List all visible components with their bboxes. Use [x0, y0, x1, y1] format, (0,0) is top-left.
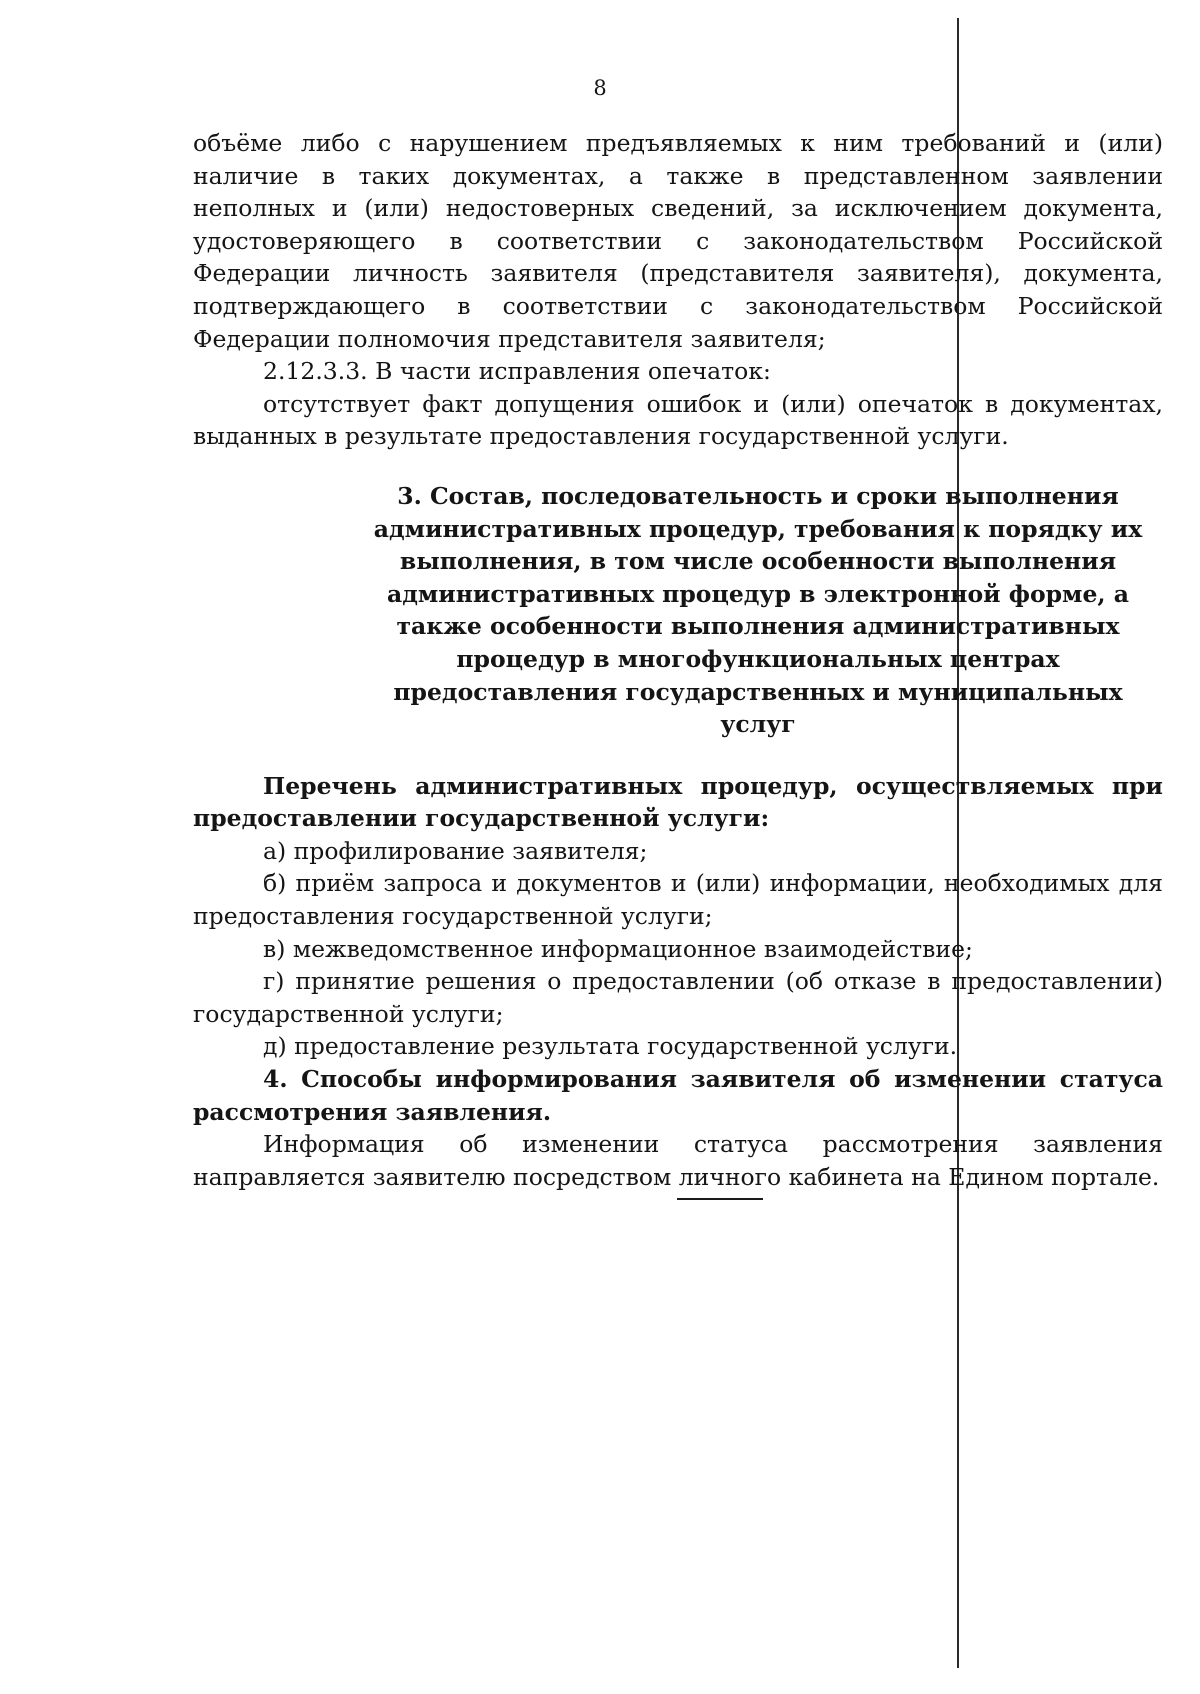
document-body: [193, 127, 1163, 1193]
list-item: б) приём запроса и документов и (или) информации, необходимых для предоставления государственной услуги;: [193, 869, 1163, 931]
section-4-text: Информация об изменении статуса рассмотрения заявления направляется заявителю посредством личного кабинета на Едином портале.: [193, 1130, 1163, 1191]
list-item: в) межведомственное информационное взаимодействие;: [263, 934, 973, 963]
paragraph-typos: отсутствует факт допущения ошибок и (или) опечаток в документах, выданных в результате предоставления государственной услуги.: [193, 389, 1163, 451]
end-of-document-rule: [677, 1198, 763, 1200]
list-item: д) предоставление результата государственной услуги.: [263, 1032, 958, 1061]
clause-2-12-3-3: 2.12.3.3. В части исправления опечаток:: [263, 357, 771, 386]
list-item: а) профилирование заявителя;: [263, 836, 648, 865]
section-3-title: 3. Состав, последовательность и сроки выполнения административных процедур, требования к порядку их выполнения, в том числе особенности выполнения административных процедур в электронной форме, а также особенности выполнения административных процедур в многофункциональных центрах предоставления государственных и муниципальных услуг: [373, 481, 1143, 739]
paragraph-requirements: объёме либо с нарушением предъявляемых к ним требований и (или) наличие в таких документах, а также в представленном заявлении неполных и (или) недостоверных сведений, за исключением документа, удостоверяющего в соответствии с законодательством Российской Федерации личность заявителя (представителя заявителя), документа, подтверждающего в соответствии с законодательством Российской Федерации полномочия представителя заявителя;: [193, 129, 1163, 353]
procedures-list-heading: Перечень административных процедур, осуществляемых при предоставлении государственной услуги:: [193, 771, 1163, 833]
list-item: г) принятие решения о предоставлении (об отказе в предоставлении) государственной услуги;: [193, 967, 1163, 1028]
page-number: 8: [593, 76, 607, 100]
section-4-title: 4. Способы информирования заявителя об изменении статуса рассмотрения заявления.: [193, 1065, 1163, 1126]
